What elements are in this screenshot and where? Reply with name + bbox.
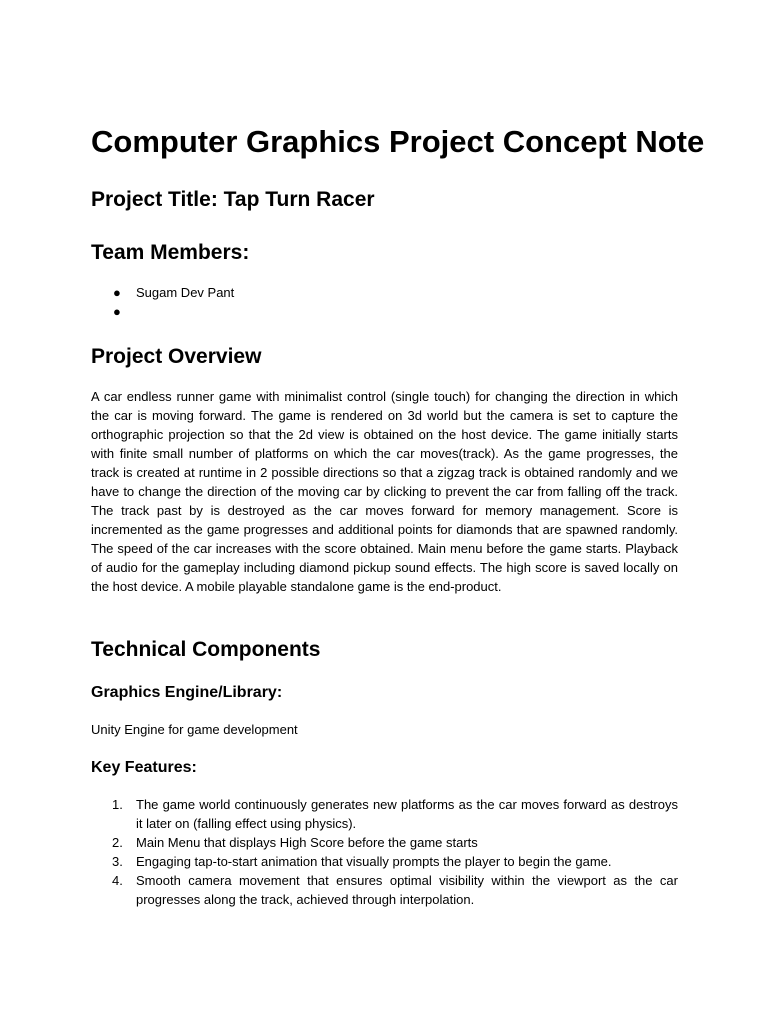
feature-text: Smooth camera movement that ensures optimal visibility within the viewport as the car progresses along the track, achieved through interpolation. [136, 873, 678, 907]
project-overview-paragraph: A car endless runner game with minimalist control (single touch) for changing the direction in which the car is moving forward. The game is rendered on 3d world but the camera is set to capture the orthographic projection so that the 2d view is obtained on the host device. The game initially starts with finite small number of platforms on which the car moves(track). As the game progresses, the track is created at runtime in 2 possible directions so that a zigzag track is obtained randomly and we have to change the direction of the moving car by clicking to prevent the car from falling off the track. The track past by is destroyed as the car moves forward for memory management. Score is incremented as the game progresses and additional points for diamonds that are spawned randomly. The speed of the car increases with the score obtained. Main menu before the game starts. Playback of audio for the gameplay including diamond pickup sound effects. The high score is saved locally on the host device. A mobile playable standalone game is the end-product. [91, 389, 678, 594]
technical-components-heading: Technical Components [91, 638, 321, 661]
list-number: 2. [112, 835, 123, 850]
graphics-engine-text: Unity Engine for game development [91, 722, 298, 737]
graphics-engine-heading: Graphics Engine/Library: [91, 684, 283, 701]
feature-text: The game world continuously generates new platforms as the car moves forward as destroys it later on (falling effect using physics). [136, 797, 678, 831]
team-members-list [91, 283, 234, 321]
key-features-heading: Key Features: [91, 759, 197, 776]
list-number: 1. [112, 797, 123, 812]
list-number: 4. [112, 873, 123, 888]
list-number: 3. [112, 854, 123, 869]
bullet-icon: ● [113, 285, 121, 300]
team-members-heading: Team Members: [91, 241, 250, 264]
list-item [91, 833, 678, 852]
list-item [91, 302, 234, 321]
project-overview-heading: Project Overview [91, 345, 262, 368]
list-item [91, 795, 678, 833]
team-member-name: Sugam Dev Pant [136, 285, 235, 300]
list-item [91, 871, 678, 909]
document-title: Computer Graphics Project Concept Note [91, 124, 705, 159]
list-item [91, 852, 678, 871]
bullet-icon: ● [113, 304, 121, 319]
feature-text: Main Menu that displays High Score before the game starts [136, 835, 478, 850]
key-features-list [91, 795, 678, 909]
project-title-heading: Project Title: Tap Turn Racer [91, 188, 375, 211]
feature-text: Engaging tap-to-start animation that visually prompts the player to begin the game. [136, 854, 612, 869]
list-item [91, 283, 234, 302]
